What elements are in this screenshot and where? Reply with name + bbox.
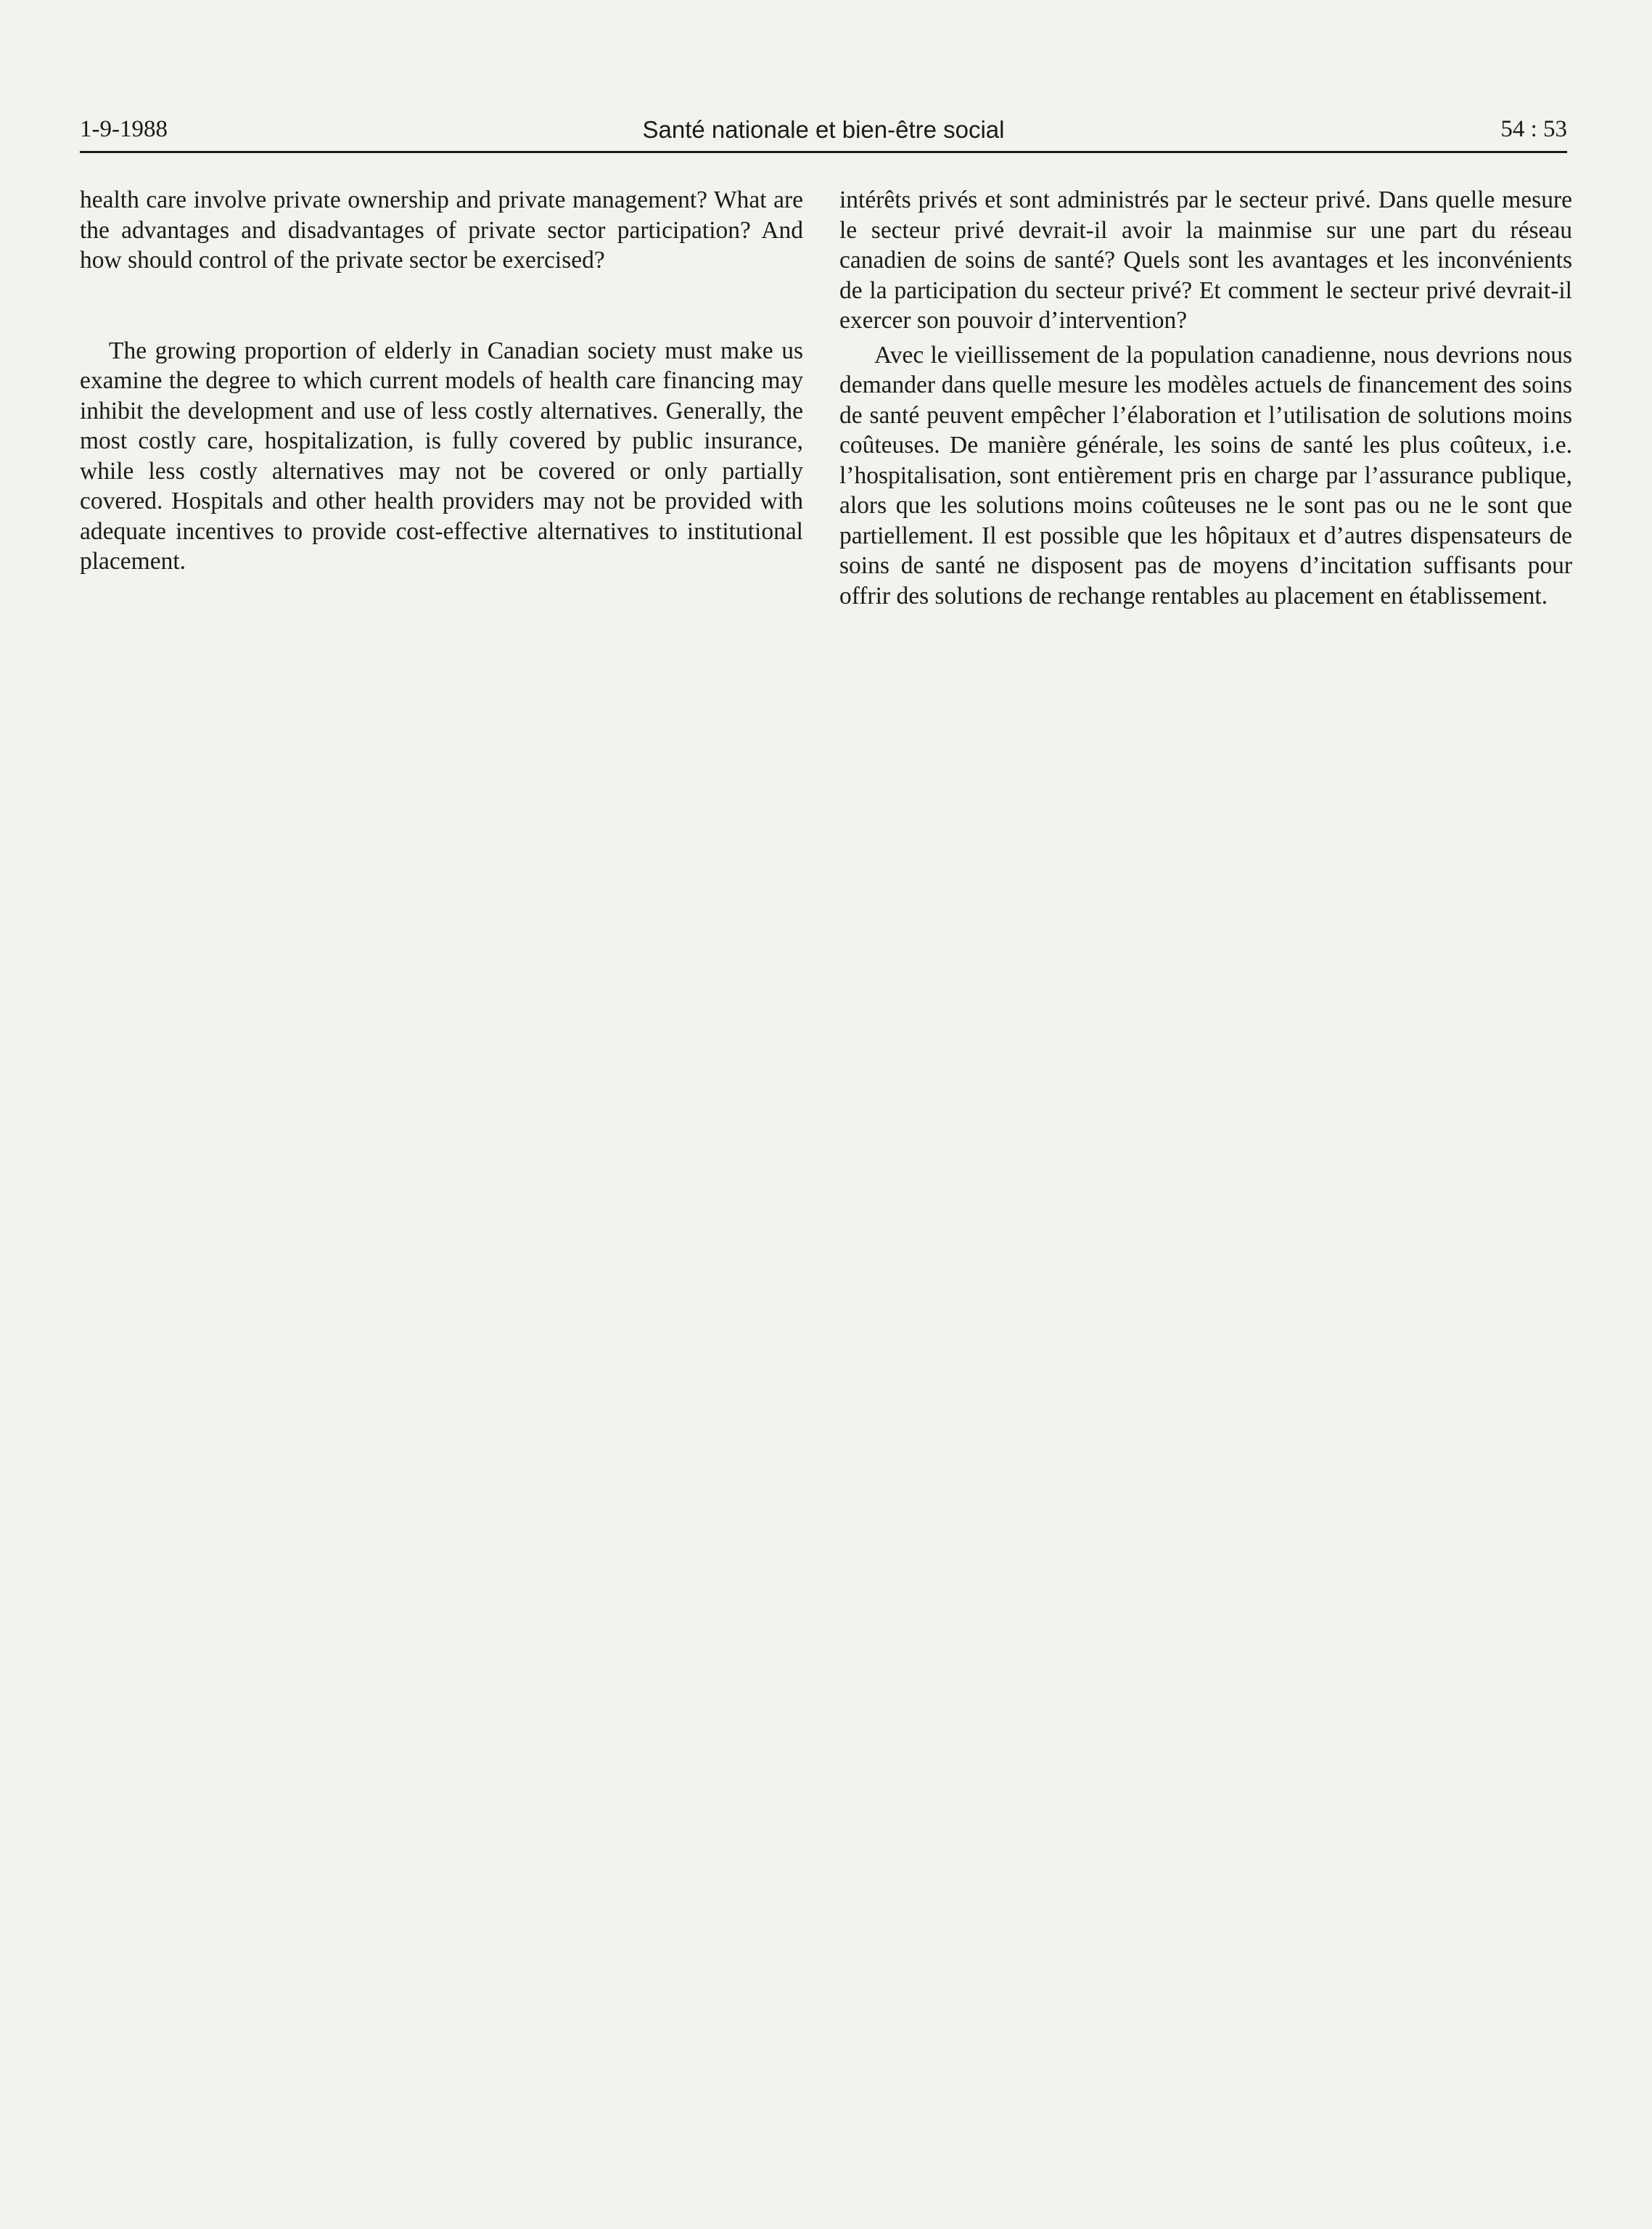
- header-page-number: 54 : 53: [1500, 116, 1567, 142]
- english-paragraph-2: The growing proportion of elderly in Canadian society must make us examine the degree to which current models of health care financing may inhibit the development and use of less costly alternatives. Generally, the most costly care, hospitalization, is fully covered by public insurance, while less costly alternatives may not be covered or only partially covered. Hospitals and other health providers may not be provided with adequate incentives to provide cost-effective alternatives to institutional placement.: [80, 337, 803, 575]
- french-paragraph-1: intérêts privés et sont administrés par le secteur privé. Dans quelle mesure le secteur privé devrait-il avoir la mainmise sur une part du réseau canadien de soins de santé? Quels sont les avantages et les inconvénients de la participation du secteur privé? Et comment le secteur privé devrait-il exercer son pouvoir d’intervention?: [839, 186, 1572, 334]
- french-column: [839, 185, 1572, 611]
- french-paragraph-2: Avec le vieillissement de la population canadienne, nous devrions nous demander dans quelle mesure les modèles actuels de financement des soins de santé peuvent empêcher l’élaboration et l’utilisation de solutions moins coûteuses. De manière générale, les soins de santé les plus coûteux, i.e. l’hospitalisation, sont entièrement pris en charge par l’assurance publique, alors que les solutions moins coûteuses ne le sont pas ou ne le sont que partiellement. Il est possible que les hôpitaux et d’autres dispensateurs de soins de santé ne disposent pas de moyens d’incitation suffisants pour offrir des solutions de rechange rentables au placement en établissement.: [839, 341, 1572, 609]
- english-paragraph-1: health care involve private ownership and private management? What are the advantages and disadvantages of private sector participation? And how should control of the private sector be exercised?: [80, 186, 803, 274]
- header-date: 1-9-1988: [80, 116, 168, 142]
- page-header: [80, 110, 1567, 153]
- header-title: Santé nationale et bien-être social: [642, 116, 1005, 143]
- english-column: [80, 185, 803, 577]
